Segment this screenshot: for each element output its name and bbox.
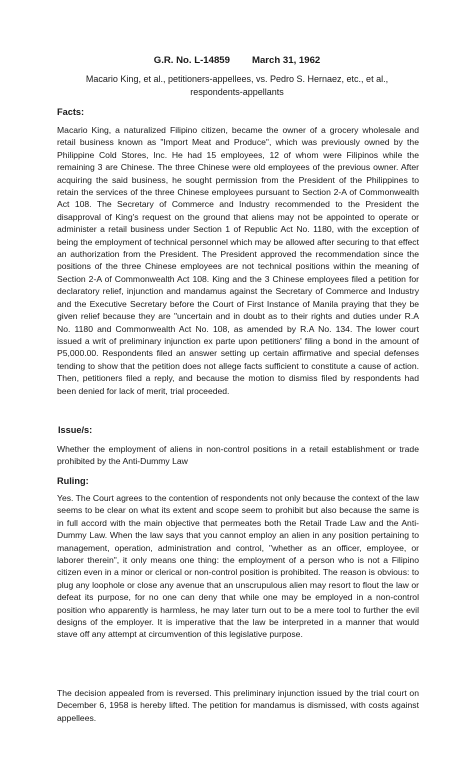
facts-heading: Facts: xyxy=(57,107,85,117)
case-number: G.R. No. L-14859 xyxy=(153,55,230,66)
issues-heading: Issue/s: xyxy=(58,425,93,435)
ruling-paragraph: Yes. The Court agrees to the contention of respondents not only because the context of the law seems to be clear on what its extent and scope seem to prohibit but also because the same is in full accord with the main objective that permeates both the Retail Trade Law and the Anti-Dummy Law. When the law says that you cannot employ an alien in any position pertaining to management, operation, administration and control, "whether as an officer, employee, or laborer therein", it only means one thing: the employment of a person who is not a Filipino citizen even in a minor or clerical or non-control position is prohibited. The reason is obvious: to plug any loophole or close any avenue that an unscrupulous alien may resort to flout the law or defeat its purpose, for no one can deny that while one may be employed in a non-control position who apparently is harmless, he may later turn out to be a mere tool to further the evil designs of the employer. It is imperative that the law be interpreted in a manner that would stave off any attempt at circumvention of this legislative purpose. xyxy=(57,493,419,640)
ruling-heading: Ruling: xyxy=(57,476,89,486)
case-date: March 31, 1962 xyxy=(251,55,321,66)
case-parties: Macario King, et al., petitioners-appellees, vs. Pedro S. Hernaez, etc., et al., respondents-appellants xyxy=(85,74,389,97)
decision-paragraph: The decision appealed from is reversed. This preliminary injunction issued by the trial court on December 6, 1958 is hereby lifted. The petition for mandamus is dismissed, with costs against appellees. xyxy=(57,688,419,723)
facts-paragraph: Macario King, a naturalized Filipino citizen, became the owner of a grocery wholesale and retail business known as "Import Meat and Produce", which was previously owned by the Philippine Cold Stores, Inc. He had 15 employees, 12 of whom were Filipinos while the remaining 3 are Chinese. The three Chinese were old employees of the previous owner. After acquiring the said business, he sought permission from the President of the Philippines to retain the services of the three Chinese employees pursuant to Section 2-A of Commonwealth Act 108. The Secretary of Commerce and Industry recommended to the President the disapproval of King's request on the ground that aliens may not be appointed to operate or administer a retail business under Section 1 of Republic Act No. 1180, with the exception of being the employment of technical personnel which may be allowed after securing to that effect an authorization from the President. The President approved the recommendation since the positions of the three Chinese employees are not technical positions within the meaning of Section 2-A of Commonwealth Act 108. King and the 3 Chinese employees filed a petition for declaratory relief, injunction and mandamus against the Secretary of Commerce and Industry and the Executive Secretary before the Court of First Instance of Manila praying that they be given relief because they are "uncertain and in doubt as to their rights and duties under R.A No. 1180 and Commonwealth Act No. 108, as amended by R.A No. 134. The lower court issued a writ of preliminary injunction ex parte upon petitioners' filing a bond in the amount of P5,000.00. Respondents filed an answer setting up certain affirmative and special defenses tending to show that the petition does not allege facts sufficient to constitute a cause of action. Then, petitioners filed a reply, and because the motion to dismiss filed by respondents had been denied for lack of merit, trial proceeded. xyxy=(57,125,419,396)
issues-paragraph: Whether the employment of aliens in non-control positions in a retail establishment or trade prohibited by the Anti-Dummy Law xyxy=(57,444,419,467)
case-header xyxy=(0,55,474,67)
